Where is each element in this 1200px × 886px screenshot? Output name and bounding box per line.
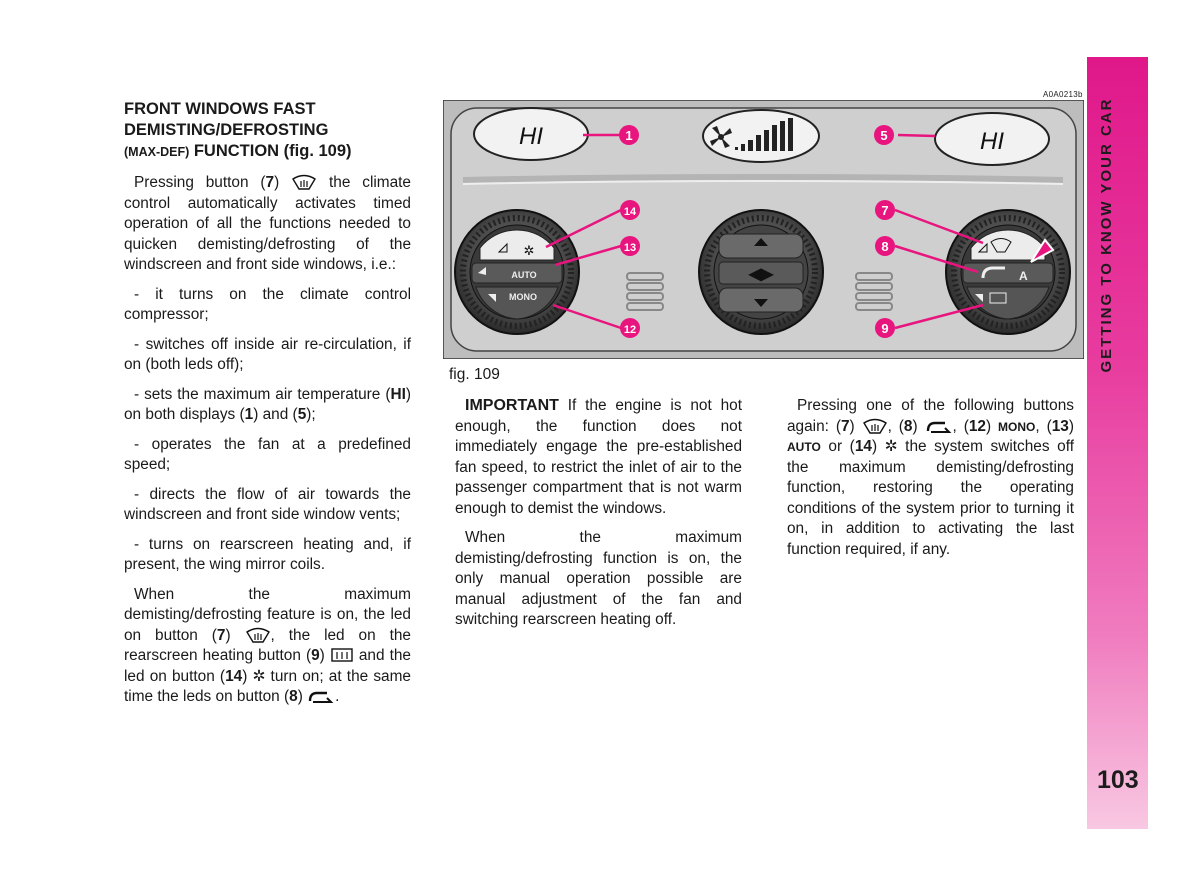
right-column xyxy=(787,396,1074,569)
list-item: - directs the flow of air towards the windscreen and front side window vents; xyxy=(124,485,411,523)
max-def-icon xyxy=(245,627,271,643)
intro-paragraph: Pressing button (7) the climate control automatically activates timed operation of all the functions needed to quicken demisting/defrosting of the windscreen and front side windows, i.e.: xyxy=(124,174,411,273)
right-knob xyxy=(946,210,1070,334)
right-display-text: HI xyxy=(980,128,1004,155)
ac-icon: ✲ xyxy=(884,438,898,455)
important-label: IMPORTANT xyxy=(465,397,559,414)
left-knob xyxy=(455,210,579,334)
middle-column xyxy=(455,396,742,640)
svg-text:◀▶: ◀▶ xyxy=(748,266,774,283)
leds-paragraph: When the maximum demisting/defrosting feature is on, the led on button (7) , the led on the rearscreen heating button (9) and the led on button (14) ✲ turn on; at the same time the leds on button (8) . xyxy=(124,585,411,705)
callout-1-label: 1 xyxy=(625,128,633,143)
figure-code: A0A0213b xyxy=(1043,90,1083,99)
callout-13-label: 13 xyxy=(623,242,637,254)
svg-text:AUTO: AUTO xyxy=(511,270,537,280)
figure-caption: fig. 109 xyxy=(449,366,500,383)
climate-control-figure xyxy=(443,100,1084,359)
important-paragraph: IMPORTANT If the engine is not hot enough, the function does not immediately engage the pre-established fan speed, to restrict the inlet of air to the passenger compartment that is not warm enough to demist the windows. xyxy=(455,397,742,517)
callout-8-label: 8 xyxy=(881,239,889,254)
ac-icon: ✲ xyxy=(252,667,266,685)
max-def-icon xyxy=(862,418,888,434)
list-item: - it turns on the climate control compressor; xyxy=(124,285,411,323)
list-item: - switches off inside air re-circulation, if on (both leds off); xyxy=(124,335,411,373)
list-item: - turns on rearscreen heating and, if present, the wing mirror coils. xyxy=(124,535,411,573)
callout-7-label: 7 xyxy=(881,203,889,218)
section-sidebar xyxy=(1087,57,1148,829)
max-def-icon xyxy=(291,174,317,190)
section-heading: FRONT WINDOWS FAST DEMISTING/DEFROSTING (MAX-DEF) FUNCTION (fig. 109) xyxy=(124,100,352,160)
callout-12-label: 12 xyxy=(623,324,637,336)
section-title: GETTING TO KNOW YOUR CAR xyxy=(1098,97,1115,373)
middle-knob xyxy=(699,210,823,334)
callout-5-label: 5 xyxy=(880,128,888,143)
callout-9-label: 9 xyxy=(881,321,889,336)
svg-text:MONO: MONO xyxy=(509,292,537,302)
manual-operation-paragraph: When the maximum demisting/defrosting function is on, the only manual operation possible are manual adjustment of the fan and switching rearscreen heating off. xyxy=(455,529,742,628)
recirculation-icon xyxy=(307,690,335,704)
left-display-text: HI xyxy=(519,123,543,150)
recirculation-icon xyxy=(925,420,953,434)
page-number: 103 xyxy=(1097,766,1139,794)
svg-text:✲: ✲ xyxy=(523,243,535,258)
rear-heat-icon xyxy=(330,647,354,663)
list-item: - operates the fan at a predefined speed; xyxy=(124,435,411,473)
recirc-auto-button xyxy=(963,263,1053,283)
svg-text:A: A xyxy=(1019,269,1028,283)
left-column xyxy=(124,99,411,717)
callout-14-label: 14 xyxy=(623,206,637,218)
switch-off-paragraph: Pressing one of the following buttons again: (7) , (8) , (12) MONO, (13) AUTO or (14) ✲ the system switches off the maximum demisting/defrosting function, restoring the operating conditions of the system prior to turning it on, in addition to activating the last function required, if any. xyxy=(787,397,1074,558)
list-item: - sets the maximum air temperature (HI) on both displays (1) and (5); xyxy=(124,385,411,423)
